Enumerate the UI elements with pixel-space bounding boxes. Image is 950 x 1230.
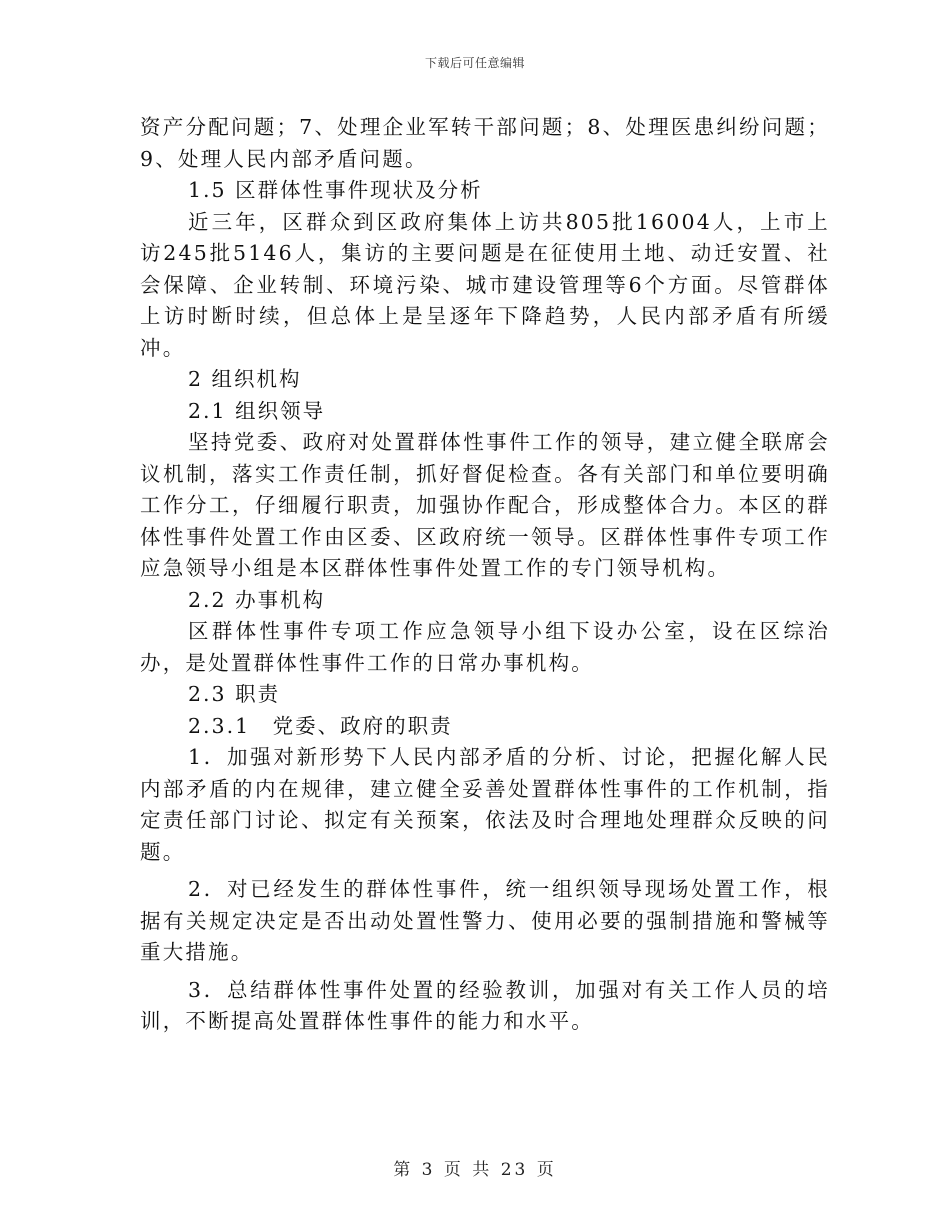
paragraph-status-analysis: 近三年，区群众到区政府集体上访共805批16004人，上市上访245批5146人，集访的主要问题是在征使用土地、动迁安置、社会保障、企业转制、环境污染、城市建设管理等6个方面。尽管群体上访时断时续，但总体上是呈逐年下降趋势，人民内部矛盾有所缓冲。 xyxy=(140,209,830,360)
paragraph-continuation: 资产分配问题；7、处理企业军转干部问题；8、处理医患纠纷问题；9、处理人民内部矛盾问题。 xyxy=(140,115,830,171)
section-heading-2-1: 2.1 组织领导 xyxy=(188,398,326,423)
section-heading-2-3-1: 2.3.1 党委、政府的职责 xyxy=(188,713,453,738)
section-heading-1-5: 1.5 区群体性事件现状及分析 xyxy=(188,178,483,202)
paragraph-duty-3: 3．总结群体性事件处置的经验教训，加强对有关工作人员的培训，不断提高处置群体性事件的能力和水平。 xyxy=(140,977,830,1033)
paragraph-duty-2: 2．对已经发生的群体性事件，统一组织领导现场处置工作，根据有关规定决定是否出动处置性警力、使用必要的强制措施和警械等重大措施。 xyxy=(140,877,830,964)
paragraph-duty-1: 1．加强对新形势下人民内部矛盾的分析、讨论，把握化解人民内部矛盾的内在规律，建立健全妥善处置群体性事件的工作机制，指定责任部门讨论、拟定有关预案，依法及时合理地处理群众反映的问题。 xyxy=(140,745,830,864)
section-heading-2-3: 2.3 职责 xyxy=(188,682,281,706)
paragraph-office: 区群体性事件专项工作应急领导小组下设办公室，设在区综治办，是处置群体性事件工作的日常办事机构。 xyxy=(140,619,830,675)
paragraph-leadership: 坚持党委、政府对处置群体性事件工作的领导，建立健全联席会议机制，落实工作责任制，抓好督促检查。各有关部门和单位要明确工作分工，仔细履行职责，加强协作配合，形成整体合力。本区的群体性事件处置工作由区委、区政府统一领导。区群体性事件专项工作应急领导小组是本区群体性事件处置工作的专门领导机构。 xyxy=(140,430,830,580)
section-heading-2-2: 2.2 办事机构 xyxy=(188,587,326,612)
page-footer: 第 3 页 共 23 页 xyxy=(393,1160,557,1180)
header-note: 下载后可任意编辑 xyxy=(424,56,525,70)
section-heading-2: 2 组织机构 xyxy=(188,367,302,391)
body-text xyxy=(140,112,830,1038)
